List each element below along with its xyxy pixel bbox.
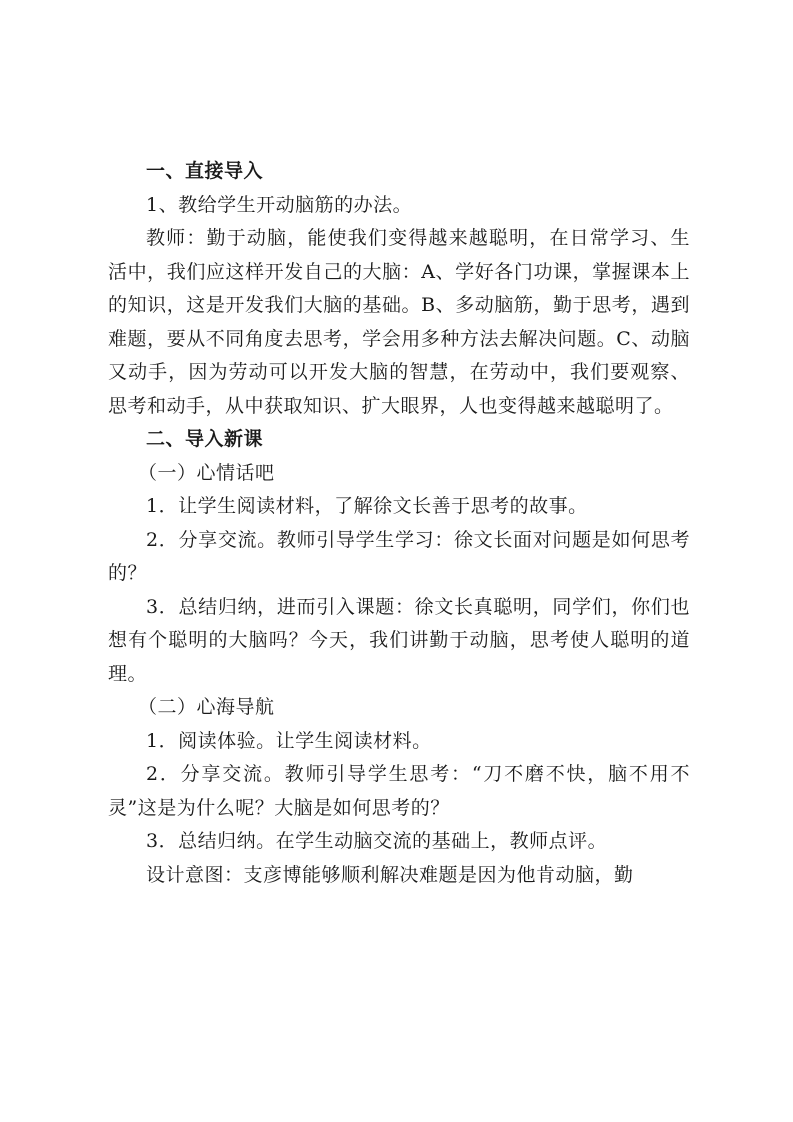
document-body <box>108 155 690 892</box>
subsection-heading-1: （一）心情话吧 <box>138 461 275 484</box>
paragraph-step-1: 1．让学生阅读材料，了解徐文长善于思考的故事。 <box>146 495 588 517</box>
subsection-heading-2: （二）心海导航 <box>138 696 275 718</box>
section-heading-1: 一、直接导入 <box>146 160 264 182</box>
paragraph-step-2: 2．分享交流。教师引导学生学习：徐文长面对问题是如何思考的？ <box>108 528 690 584</box>
paragraph-step-5: 2．分享交流。教师引导学生思考：“刀不磨不快，脑不用不灵”这是为什么呢？大脑是如何思考的？ <box>108 763 690 819</box>
paragraph-design-intent: 设计意图：支彦博能够顺利解决难题是因为他肯动脑，勤 <box>146 863 634 886</box>
paragraph-item-1: 1、教给学生开动脑筋的办法。 <box>146 193 413 216</box>
paragraph-step-6: 3．总结归纳。在学生动脑交流的基础上，教师点评。 <box>146 830 608 852</box>
paragraph-step-3: 3．总结归纳，进而引入课题：徐文长真聪明，同学们，你们也想有个聪明的大脑吗？今天，我们讲勤于动脑，思考使人聪明的道理。 <box>108 595 690 685</box>
paragraph-teacher-intro: 教师：勤于动脑，能使我们变得越来越聪明，在日常学习、生活中，我们应这样开发自己的大脑：A、学好各门功课，掌握课本上的知识，这是开发我们大脑的基础。B、多动脑筋，勤于思考，遇到难题，要从不同角度去思考，学会用多种方法去解决问题。C、动脑又动手，因为劳动可以开发大脑的智慧，在劳动中，我们要观察、思考和动手，从中获取知识、扩大眼界，人也变得越来越聪明了。 <box>108 227 690 417</box>
section-heading-2: 二、导入新课 <box>146 428 264 450</box>
paragraph-step-4: 1．阅读体验。让学生阅读材料。 <box>146 729 432 752</box>
